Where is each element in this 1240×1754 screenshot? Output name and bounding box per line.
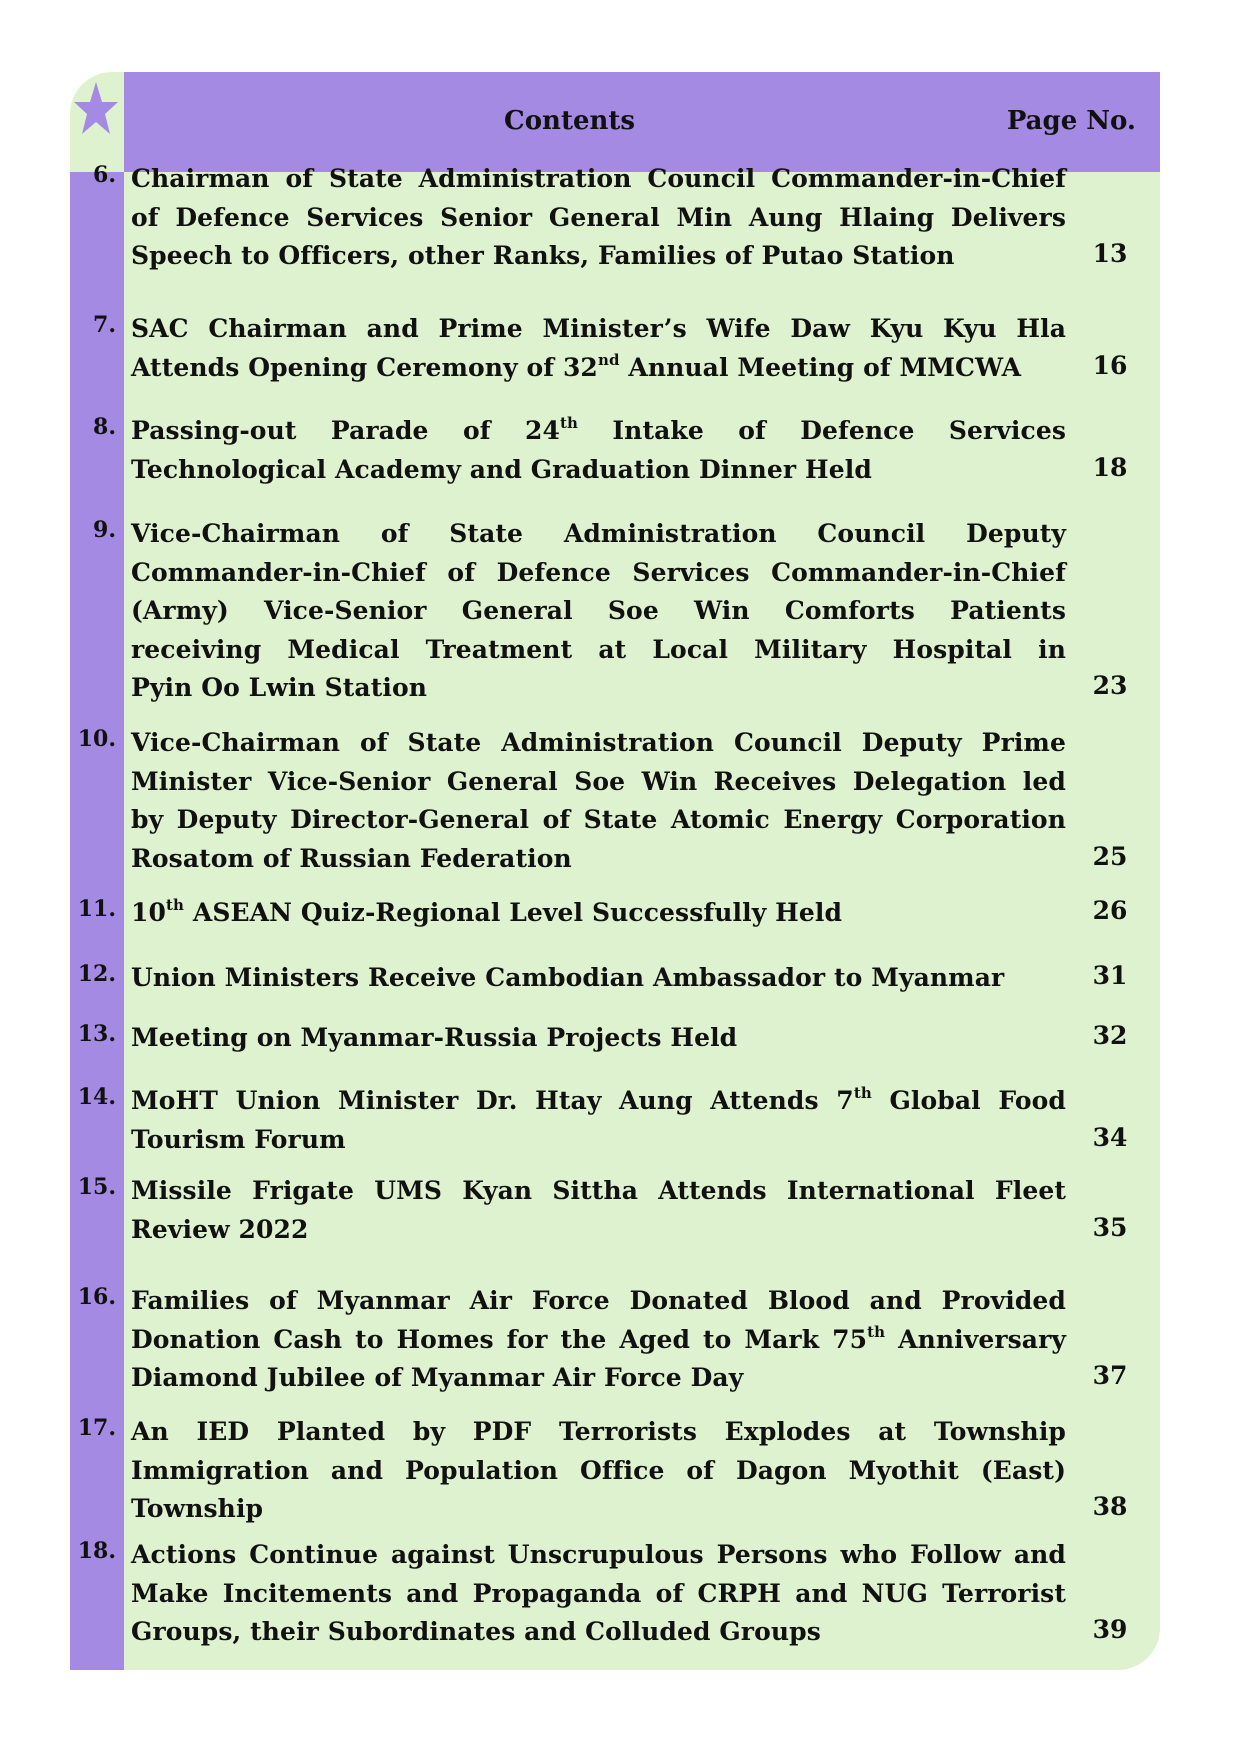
entry-title-line: 10th ASEAN Quiz-Regional Level Successfully Held xyxy=(131,896,843,927)
entry-title xyxy=(131,1282,1066,1398)
entry-title xyxy=(131,515,1066,708)
entry-title-line: Township xyxy=(131,1494,264,1523)
entry-title-line: by Deputy Director-General of State Atomic Energy Corporation xyxy=(131,805,1066,834)
entry-title xyxy=(131,1019,1066,1058)
entry-title-line: Actions Continue against Unscrupulous Persons who Follow and xyxy=(131,1540,1066,1569)
entry-page-number: 23 xyxy=(1092,671,1128,700)
entry-page-number: 37 xyxy=(1092,1361,1128,1390)
entry-title xyxy=(131,894,1066,933)
entry-title-line: Immigration and Population Office of Dagon Myothit (East) xyxy=(131,1455,1066,1485)
star-icon xyxy=(73,80,119,136)
entry-title-line: Speech to Officers, other Ranks, Families of Putao Station xyxy=(131,241,955,270)
entry-number: 8. xyxy=(93,414,116,440)
entry-title-line: An IED Planted by PDF Terrorists Explodes at Township xyxy=(131,1417,1066,1446)
entry-title-line: Pyin Oo Lwin Station xyxy=(131,673,428,702)
entry-number: 13. xyxy=(77,1021,116,1047)
entry-title xyxy=(131,1082,1066,1159)
entry-title-line: Technological Academy and Graduation Dinner Held xyxy=(131,454,872,484)
entry-title-line: Passing-out Parade of 24th Intake of Defence Services xyxy=(131,414,1066,445)
entry-title-line: Missile Frigate UMS Kyan Sittha Attends International Fleet xyxy=(131,1176,1066,1205)
entry-title-line: Diamond Jubilee of Myanmar Air Force Day xyxy=(131,1363,744,1392)
contents-panel xyxy=(70,72,1160,1670)
entry-number: 6. xyxy=(93,162,116,188)
entry-title-line: SAC Chairman and Prime Minister’s Wife Daw Kyu Kyu Hla xyxy=(131,314,1066,343)
entry-page-number: 16 xyxy=(1092,350,1128,380)
entry-title-line: Union Ministers Receive Cambodian Ambassador to Myanmar xyxy=(131,963,1005,992)
entry-title-line: Tourism Forum xyxy=(131,1124,346,1154)
page-number-heading: Page No. xyxy=(1006,106,1136,136)
entry-title xyxy=(131,724,1066,878)
entry-title xyxy=(131,959,1066,998)
entry-number: 16. xyxy=(77,1284,116,1310)
contents-header xyxy=(124,72,1160,172)
entry-page-number: 25 xyxy=(1092,841,1128,871)
entry-title-line: Commander-in-Chief of Defence Services Commander-in-Chief xyxy=(131,557,1066,587)
entry-page-number: 13 xyxy=(1092,239,1128,268)
entry-number: 18. xyxy=(77,1538,116,1564)
entry-number: 17. xyxy=(77,1415,116,1441)
entry-number: 10. xyxy=(77,726,116,752)
entry-page-number: 39 xyxy=(1092,1615,1128,1644)
entry-page-number: 34 xyxy=(1092,1122,1128,1152)
entry-page-number: 35 xyxy=(1092,1212,1128,1242)
entry-page-number: 38 xyxy=(1092,1492,1128,1521)
entry-number: 15. xyxy=(77,1174,116,1200)
entry-title xyxy=(131,1536,1066,1652)
entry-title-line: Rosatom of Russian Federation xyxy=(131,843,572,873)
entry-title-line: (Army) Vice-Senior General Soe Win Comforts Patients xyxy=(131,596,1066,625)
entry-number: 9. xyxy=(93,517,116,543)
entry-page-number: 18 xyxy=(1092,452,1128,482)
entry-number: 14. xyxy=(77,1084,116,1110)
entry-number: 7. xyxy=(93,312,116,338)
entry-title-line: of Defence Services Senior General Min Aung Hlaing Delivers xyxy=(131,202,1066,232)
entry-title-line: Make Incitements and Propaganda of CRPH and NUG Terrorist xyxy=(131,1578,1066,1608)
entry-title-line: Donation Cash to Homes for the Aged to Mark 75th Anniversary xyxy=(131,1322,1066,1354)
entry-title-line: Chairman of State Administration Council Commander-in-Chief xyxy=(131,164,1066,193)
entry-page-number: 32 xyxy=(1092,1021,1128,1050)
entry-title-line: MoHT Union Minister Dr. Htay Aung Attends 7th Global Food xyxy=(131,1084,1066,1115)
entry-title-line: Groups, their Subordinates and Colluded Groups xyxy=(131,1617,821,1646)
entry-title-line: Meeting on Myanmar-Russia Projects Held xyxy=(131,1023,738,1052)
entry-title xyxy=(131,310,1066,387)
entry-title-line: Attends Opening Ceremony of 32nd Annual Meeting of MMCWA xyxy=(131,350,1022,382)
entry-title-line: Vice-Chairman of State Administration Council Deputy Prime xyxy=(131,728,1066,757)
entry-title xyxy=(131,160,1066,276)
entry-title xyxy=(131,412,1066,489)
entry-page-number: 26 xyxy=(1092,896,1128,925)
entry-title-line: Minister Vice-Senior General Soe Win Receives Delegation led xyxy=(131,766,1066,796)
entry-title-line: Vice-Chairman of State Administration Council Deputy xyxy=(131,519,1066,548)
entry-title xyxy=(131,1172,1066,1249)
entry-title-line: Families of Myanmar Air Force Donated Blood and Provided xyxy=(131,1286,1066,1315)
entry-title-line: Review 2022 xyxy=(131,1214,309,1244)
entry-title-line: receiving Medical Treatment at Local Military Hospital in xyxy=(131,634,1066,664)
entry-number: 12. xyxy=(77,961,116,987)
contents-heading: Contents xyxy=(504,106,636,136)
entry-number: 11. xyxy=(77,896,116,922)
star-corner xyxy=(70,72,124,172)
entry-page-number: 31 xyxy=(1092,961,1128,990)
entry-title xyxy=(131,1413,1066,1529)
